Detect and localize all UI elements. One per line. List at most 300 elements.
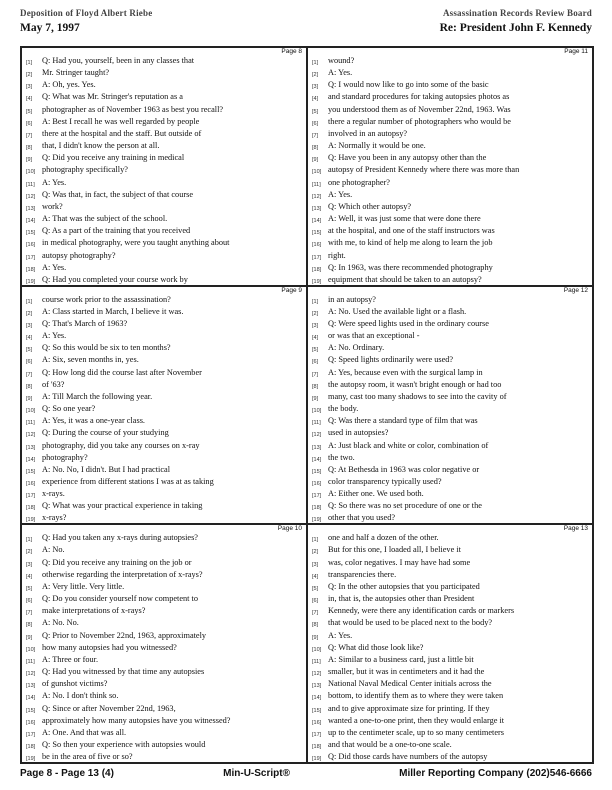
line-number: [8] (312, 145, 319, 152)
line-number: [6] (26, 598, 33, 605)
transcript-line (26, 319, 302, 331)
line-number: [6] (26, 120, 33, 127)
transcript-line (312, 728, 588, 740)
transcript-line (312, 618, 588, 630)
line-text: Q: So then your experience with autopsies would (42, 739, 206, 749)
transcript-line (312, 545, 588, 557)
transcript-line (312, 501, 588, 513)
line-number: [11] (312, 420, 321, 427)
line-text: wound? (328, 56, 355, 65)
line-text: Q: Do you consider yourself now competent to (42, 594, 198, 604)
transcript-line (26, 740, 302, 752)
transcript-line (26, 368, 302, 380)
line-text: in, that is, the autopsies other than President (328, 594, 475, 604)
line-text: Q: Had you, yourself, been in any classes that (42, 56, 195, 65)
line-number: [17] (312, 493, 322, 500)
line-number: [8] (26, 145, 33, 152)
line-number: [16] (312, 242, 322, 249)
transcript-line (312, 153, 588, 165)
transcript-line (26, 643, 302, 655)
transcript-line (26, 489, 302, 501)
transcript-line (312, 129, 588, 141)
transcript-line (312, 631, 588, 643)
line-number: [11] (312, 658, 321, 665)
transcript-line (312, 704, 588, 716)
transcript-line (26, 679, 302, 691)
transcript-line (26, 533, 302, 545)
line-text: one and half a dozen of the other. (328, 533, 439, 543)
transcript-page (307, 286, 593, 525)
line-text: other that you used? (328, 513, 396, 523)
transcript-line (312, 582, 588, 594)
transcript-line (312, 606, 588, 618)
transcript-line (312, 295, 588, 307)
transcript-line (312, 667, 588, 679)
line-text: Q: Had you completed your course work by (42, 274, 188, 284)
line-text: there at the hospital and the staff. But outside of (42, 128, 202, 138)
transcript-line (312, 453, 588, 465)
line-number: [10] (312, 408, 322, 415)
line-text: and standard procedures for taking autopsies photos as (328, 92, 510, 102)
line-text: there a regular number of photographers who would be (328, 116, 511, 126)
line-number: [13] (312, 444, 322, 451)
line-number: [19] (312, 278, 322, 285)
line-text: was, color negatives. I may have had some (328, 557, 471, 567)
line-text: and to give approximate size for printing. If they (328, 703, 490, 713)
line-number: [13] (312, 683, 322, 690)
line-number: [15] (26, 707, 36, 714)
line-text: Q: Did you receive any training in medical (42, 153, 185, 163)
line-text: But for this one, I loaded all, I believe it (328, 545, 461, 555)
line-text: photography? (42, 452, 88, 462)
line-text: Mr. Stringer taught? (42, 68, 110, 78)
line-text: course work prior to the assassination? (42, 294, 171, 304)
transcript-line (312, 251, 588, 263)
line-text: Q: At Bethesda in 1963 was color negative or (328, 464, 480, 474)
transcript-grid (20, 46, 594, 764)
line-text: Q: So one year? (42, 404, 96, 414)
reporting-company: Miller Reporting Company (202)546-6666 (399, 768, 592, 779)
line-number: [7] (312, 610, 319, 617)
line-number: [7] (26, 371, 33, 378)
line-number: [9] (312, 634, 319, 641)
transcript-line (26, 716, 302, 728)
transcript-line (312, 752, 588, 763)
transcript-line (26, 295, 302, 307)
line-number: [2] (312, 310, 319, 317)
line-number: [4] (26, 96, 33, 103)
line-text: A: Yes. (42, 177, 67, 187)
transcript-line (26, 441, 302, 453)
line-number: [10] (26, 169, 36, 176)
transcript-line (26, 416, 302, 428)
line-text: that would be used to be placed next to the body? (328, 618, 493, 628)
transcript-line (26, 153, 302, 165)
transcript-line (312, 570, 588, 582)
transcript-line (312, 477, 588, 489)
line-text: Q: In the other autopsies that you participated (328, 581, 480, 591)
line-text: photography, did you take any courses on x-ray (42, 440, 200, 450)
header-main (20, 22, 592, 38)
line-number: [6] (312, 598, 319, 605)
transcript-page (307, 524, 593, 763)
line-text: photography specifically? (42, 165, 128, 175)
line-number: [18] (26, 266, 36, 273)
transcript-page (21, 47, 307, 286)
line-text: Q: Had you witnessed by that time any autopsies (42, 667, 205, 677)
line-text: of gunshot victims? (42, 679, 108, 689)
transcript-line (312, 56, 588, 68)
line-text: A: Either one. We used both. (328, 489, 424, 499)
line-number: [10] (26, 408, 36, 415)
line-number: [8] (26, 622, 33, 629)
line-text: National Naval Medical Center initials across the (328, 679, 492, 689)
line-number: [19] (26, 278, 36, 285)
line-number: [7] (26, 132, 33, 139)
line-text: in medical photography, were you taught anything about (42, 238, 230, 248)
line-text: A: Till March the following year. (42, 391, 153, 401)
line-text: A: Yes. (328, 630, 353, 640)
line-text: A: Yes. (42, 331, 67, 341)
transcript-line (26, 545, 302, 557)
header-top (20, 8, 592, 18)
transcript-line (26, 105, 302, 117)
transcript-line (312, 416, 588, 428)
line-number: [14] (312, 218, 322, 225)
transcript-line (312, 307, 588, 319)
transcript-line (26, 238, 302, 250)
page-number: Page 12 (563, 286, 588, 294)
transcript-line (312, 319, 588, 331)
line-number: [6] (312, 359, 319, 366)
line-number: [1] (26, 537, 33, 544)
line-text: A: Very little. Very little. (42, 581, 125, 591)
line-text: A: Normally it would be one. (328, 141, 426, 151)
transcript-line (312, 190, 588, 202)
line-number: [7] (26, 610, 33, 617)
transcript-line (26, 165, 302, 177)
line-text: of '63? (42, 379, 65, 389)
transcript-line (26, 80, 302, 92)
transcript-line (26, 618, 302, 630)
transcript-line (312, 368, 588, 380)
line-number: [16] (312, 719, 322, 726)
transcript-line (312, 533, 588, 545)
line-number: [8] (26, 383, 33, 390)
transcript-line (26, 251, 302, 263)
line-number: [16] (26, 242, 36, 249)
line-text: smaller, but it was in centimeters and it had the (328, 667, 485, 677)
transcript-line (312, 226, 588, 238)
line-text: Q: Since or after November 22nd, 1963, (42, 703, 176, 713)
line-number: [3] (26, 561, 33, 568)
line-text: experience from different stations I was at as taking (42, 477, 214, 486)
line-number: [18] (312, 743, 322, 750)
line-number: [5] (26, 347, 33, 354)
line-number: [8] (312, 622, 319, 629)
line-number: [5] (26, 585, 33, 592)
line-number: [2] (312, 549, 319, 556)
transcript-line (26, 307, 302, 319)
transcript-line (26, 728, 302, 740)
line-number: [12] (26, 193, 36, 200)
line-text: x-rays? (42, 513, 67, 523)
line-number: [3] (312, 84, 319, 91)
transcript-line (312, 105, 588, 117)
transcript-line (26, 226, 302, 238)
deposition-title: Deposition of Floyd Albert Riebe (20, 8, 153, 18)
line-number: [7] (312, 371, 319, 378)
line-number: [12] (312, 432, 322, 439)
line-number: [12] (26, 671, 36, 678)
line-number: [11] (26, 658, 35, 665)
transcript-line (312, 117, 588, 129)
line-number: [10] (26, 646, 36, 653)
line-text: Q: What was Mr. Stringer's reputation as a (42, 92, 183, 102)
transcript-line (312, 92, 588, 104)
line-text: Q: Prior to November 22nd, 1963, approximately (42, 630, 207, 640)
line-text: Q: During the course of your studying (42, 428, 169, 438)
line-text: Kennedy, were there any identification cards or markers (328, 606, 515, 616)
line-number: [1] (26, 60, 33, 66)
transcript-line (26, 501, 302, 513)
line-text: Q: How long did the course last after November (42, 367, 202, 377)
line-number: [5] (312, 108, 319, 115)
line-number: [18] (312, 505, 322, 512)
line-text: Q: So there was no set procedure of one or the (328, 501, 482, 511)
line-text: A: Well, it was just some that were done there (328, 214, 481, 224)
page-range: Page 8 - Page 13 (4) (20, 768, 114, 779)
transcript-line (26, 355, 302, 367)
transcript-line (312, 68, 588, 80)
line-text: A: Class started in March, I believe it was. (42, 306, 184, 316)
line-text: transparencies there. (328, 569, 397, 579)
line-number: [9] (26, 634, 33, 641)
transcript-line (26, 582, 302, 594)
line-number: [2] (26, 72, 33, 79)
line-text: Q: As a part of the training that you received (42, 226, 191, 236)
line-text: A: Three or four. (42, 654, 99, 664)
transcript-line (26, 594, 302, 606)
line-text: A: No. Ordinary. (328, 343, 385, 353)
transcript-line (312, 141, 588, 153)
line-number: [19] (312, 517, 322, 524)
line-number: [16] (312, 481, 322, 487)
transcript-line (26, 558, 302, 570)
transcript-line (26, 141, 302, 153)
transcript-line (312, 465, 588, 477)
line-number: [1] (312, 537, 319, 544)
transcript-line (26, 453, 302, 465)
page-number: Page 9 (281, 286, 302, 294)
line-number: [16] (26, 481, 36, 487)
transcript-line (26, 752, 302, 763)
line-number: [9] (312, 157, 319, 164)
transcript-line (312, 80, 588, 92)
line-number: [12] (312, 671, 322, 678)
line-number: [19] (26, 756, 36, 763)
line-number: [15] (312, 230, 322, 237)
transcript-line (312, 679, 588, 691)
line-number: [1] (312, 60, 319, 66)
line-number: [4] (312, 335, 319, 342)
transcript-line (312, 380, 588, 392)
line-text: the body. (328, 404, 359, 414)
line-number: [13] (26, 683, 36, 690)
line-text: Q: Which other autopsy? (328, 201, 412, 211)
transcript-line (26, 331, 302, 343)
transcript-page (21, 524, 307, 763)
line-number: [2] (26, 310, 33, 317)
line-text: work? (42, 201, 63, 211)
line-number: [11] (26, 181, 35, 188)
transcript-line (312, 202, 588, 214)
transcript-line (26, 56, 302, 68)
line-text: Q: So this would be six to ten months? (42, 343, 171, 353)
board-name: Assassination Records Review Board (442, 8, 592, 18)
transcript-line (312, 165, 588, 177)
line-text: be in the area of five or so? (42, 752, 133, 762)
transcript-line (26, 343, 302, 355)
line-number: [14] (312, 695, 322, 702)
transcript-page (307, 47, 593, 286)
line-text: many, cast too many shadows to see into the cavity of (328, 391, 507, 401)
transcript-line (26, 129, 302, 141)
line-text: Q: Had you taken any x-rays during autopsies? (42, 533, 198, 543)
line-text: one photographer? (328, 177, 390, 187)
line-text: Q: Did you receive any training on the job or (42, 557, 192, 567)
transcript-line (26, 202, 302, 214)
line-text: the two. (328, 452, 355, 462)
footer (20, 768, 592, 782)
transcript-line (26, 465, 302, 477)
transcript-line (26, 477, 302, 489)
line-number: [6] (312, 120, 319, 127)
line-text: A: Just black and white or color, combination of (328, 440, 489, 450)
line-number: [15] (312, 707, 322, 714)
line-text: A: Yes, it was a one-year class. (42, 416, 145, 426)
transcript-line (26, 606, 302, 618)
line-number: [14] (26, 456, 36, 463)
line-text: Q: What did those look like? (328, 642, 424, 652)
transcript-line (26, 513, 302, 524)
line-number: [5] (26, 108, 33, 115)
line-text: A: Oh, yes. Yes. (42, 80, 96, 90)
page-number: Page 10 (277, 525, 302, 533)
line-number: [13] (26, 444, 36, 451)
line-text: Q: What was your practical experience in taking (42, 501, 203, 511)
line-text: Q: Was that, in fact, the subject of that course (42, 189, 194, 199)
line-number: [6] (26, 359, 33, 366)
transcript-line (312, 655, 588, 667)
line-number: [19] (312, 756, 322, 763)
line-text: wanted a one-to-one print, then they would enlarge it (328, 715, 505, 725)
transcript-line (312, 643, 588, 655)
transcript-line (26, 667, 302, 679)
line-number: [19] (26, 517, 36, 524)
line-text: in an autopsy? (328, 294, 376, 304)
line-text: how many autopsies had you witnessed? (42, 642, 177, 652)
line-number: [17] (26, 254, 36, 261)
transcript-line (26, 214, 302, 226)
line-text: approximately how many autopsies have you witnessed? (42, 715, 231, 725)
line-text: Q: That's March of 1963? (42, 318, 128, 328)
line-text: right. (328, 250, 346, 260)
transcript-line (312, 392, 588, 404)
line-number: [14] (26, 695, 36, 702)
transcript-line (26, 691, 302, 703)
line-text: A: No. No. (42, 618, 79, 628)
line-number: [4] (26, 573, 33, 580)
line-text: x-rays. (42, 489, 65, 499)
line-number: [3] (26, 84, 33, 91)
line-text: autopsy photography? (42, 250, 116, 260)
line-text: bottom, to identify them as to where they were taken (328, 691, 504, 701)
line-number: [12] (312, 193, 322, 200)
transcript-line (26, 655, 302, 667)
transcript-line (26, 263, 302, 275)
line-text: the autopsy room, it wasn't bright enough or had too (328, 379, 502, 389)
line-number: [15] (26, 230, 36, 237)
line-number: [15] (26, 468, 36, 475)
line-number: [4] (26, 335, 33, 342)
transcript-line (312, 558, 588, 570)
line-number: [3] (26, 322, 33, 329)
page-number: Page 13 (563, 525, 588, 533)
transcript-line (312, 716, 588, 728)
transcript-line (312, 178, 588, 190)
line-number: [5] (312, 585, 319, 592)
transcript-line (312, 441, 588, 453)
line-text: A: One. And that was all. (42, 727, 127, 737)
transcript-line (26, 190, 302, 202)
transcript-line (312, 489, 588, 501)
line-number: [18] (26, 743, 36, 750)
line-number: [11] (312, 181, 321, 188)
line-text: used in autopsies? (328, 428, 389, 438)
transcript-line (26, 704, 302, 716)
transcript-line (312, 691, 588, 703)
line-text: A: Yes. (328, 68, 353, 78)
transcript-line (312, 331, 588, 343)
line-number: [10] (312, 646, 322, 653)
line-number: [8] (312, 383, 319, 390)
line-number: [16] (26, 719, 36, 726)
line-text: A: Yes, because even with the surgical lamp in (328, 367, 483, 377)
line-number: [17] (26, 731, 36, 738)
transcript-line (26, 392, 302, 404)
line-number: [9] (26, 395, 33, 402)
line-text: Q: Speed lights ordinarily were used? (328, 355, 454, 365)
line-text: A: No. I don't think so. (42, 691, 119, 701)
line-text: Q: Were speed lights used in the ordinary course (328, 318, 489, 328)
transcript-line (312, 513, 588, 524)
line-text: with me, to kind of help me along to learn the job (328, 238, 493, 248)
line-number: [5] (312, 347, 319, 354)
line-text: Q: Was there a standard type of film that was (328, 416, 478, 426)
line-number: [9] (26, 157, 33, 164)
transcript-line (312, 594, 588, 606)
transcript-line (26, 380, 302, 392)
line-text: Q: I would now like to go into some of the basic (328, 80, 489, 90)
transcript-line (312, 355, 588, 367)
line-text: A: Yes. (328, 189, 353, 199)
transcript-line (312, 263, 588, 275)
line-number: [3] (312, 561, 319, 568)
transcript-line (312, 275, 588, 286)
line-text: or was that an exceptional - (328, 331, 420, 341)
transcript-line (312, 343, 588, 355)
